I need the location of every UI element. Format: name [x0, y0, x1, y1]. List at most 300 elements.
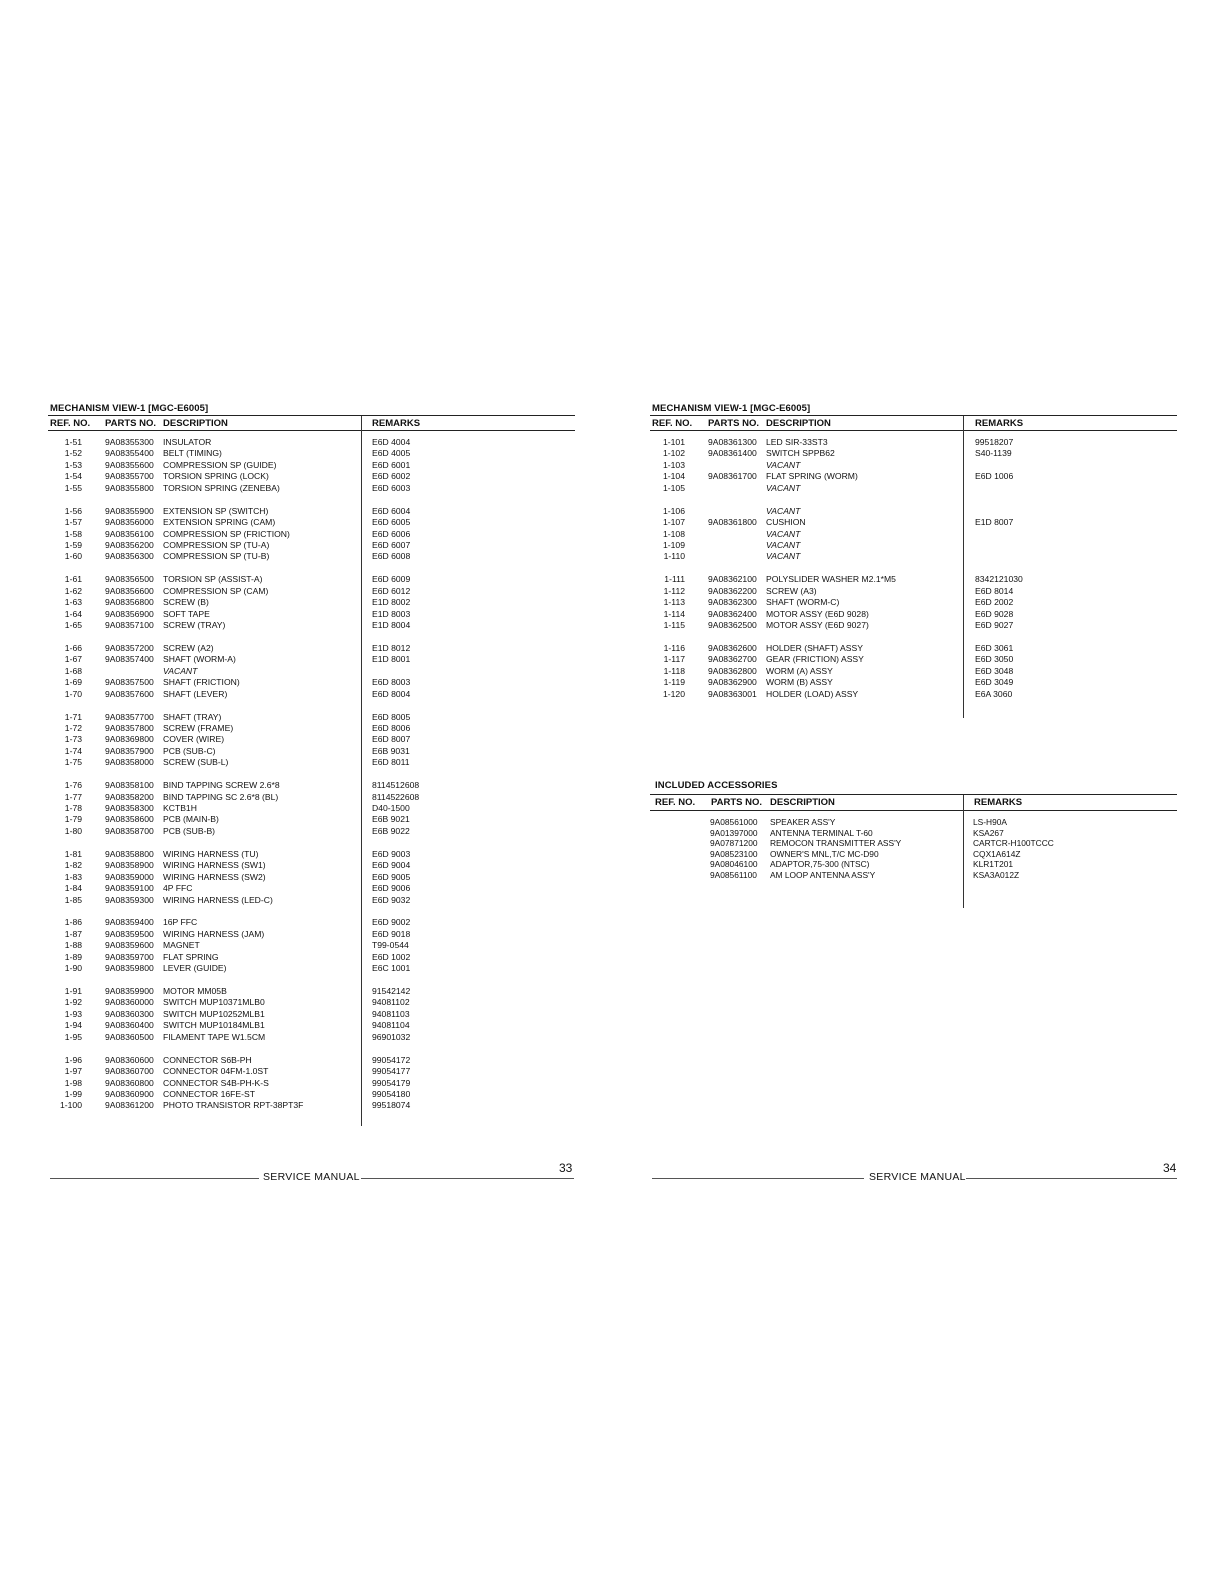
table-row: [650, 849, 1177, 860]
table-row: [48, 609, 575, 620]
footer-rule-left: [50, 1178, 259, 1179]
group-spacer: [48, 975, 575, 986]
description: EXTENSION SPRING (CAM): [163, 517, 276, 528]
ref-no: 1-95: [64, 1031, 82, 1042]
remarks: E1D 8007: [975, 517, 1014, 528]
description: CUSHION: [766, 517, 806, 528]
ref-no: 1-84: [64, 883, 82, 894]
table-row: [48, 940, 575, 951]
description: POLYSLIDER WASHER M2.1*M5: [766, 574, 896, 585]
part-no: 9A08362700: [708, 654, 757, 665]
ref-no: 1-94: [64, 1020, 82, 1031]
remarks: E6D 8003: [372, 677, 411, 688]
header-top-rule: [48, 415, 575, 416]
part-no: 9A08357400: [105, 654, 154, 665]
ref-no: 1-72: [64, 722, 82, 733]
part-no: 9A08356900: [105, 608, 154, 619]
remarks: E6C 1001: [372, 963, 411, 974]
remarks: KSA3A012Z: [973, 869, 1020, 880]
ref-no: 1-69: [64, 677, 82, 688]
ref-no: 1-87: [64, 928, 82, 939]
table-row: [48, 677, 575, 688]
part-no: 9A08359700: [105, 951, 154, 962]
table-row: [651, 677, 1178, 688]
remarks: 99054177: [372, 1066, 411, 1077]
description: REMOCON TRANSMITTER ASS'Y: [770, 838, 902, 849]
table-row: [48, 872, 575, 883]
remarks: E6D 9003: [372, 848, 411, 859]
remarks: E6D 8005: [372, 711, 411, 722]
part-no: 9A08356300: [105, 551, 154, 562]
description: COMPRESSION SP (GUIDE): [163, 459, 277, 470]
remarks: E1D 8002: [372, 597, 411, 608]
ref-no: 1-65: [64, 620, 82, 630]
ref-no: 1-105: [663, 482, 685, 493]
acc-col-header-remarks: REMARKS: [974, 797, 1023, 808]
header-bottom-rule: [650, 430, 1177, 431]
table-row: [48, 757, 575, 768]
ref-no: 1-71: [64, 711, 82, 722]
description: SCREW (A3): [766, 585, 817, 596]
table-row: [48, 780, 575, 791]
ref-no: 1-107: [663, 517, 685, 528]
accessories-list: [650, 817, 1177, 881]
remarks: S40-1139: [975, 448, 1012, 459]
remarks: 94081103: [372, 1008, 410, 1019]
table-row: [651, 517, 1178, 528]
ref-no: 1-79: [64, 814, 82, 825]
col-header-desc: DESCRIPTION: [766, 418, 831, 429]
remarks: E6D 3050: [975, 654, 1014, 665]
remarks: E6D 3049: [975, 677, 1014, 688]
description: OWNER'S MNL,T/C MC-D90: [770, 848, 879, 859]
remarks: E1D 8001: [372, 654, 411, 665]
table-row: [48, 826, 575, 837]
part-no: 9A08362600: [708, 642, 757, 653]
description: COMPRESSION SP (TU-A): [163, 539, 270, 550]
part-no: 9A08046100: [710, 859, 758, 870]
col-header-remarks: REMARKS: [975, 418, 1024, 429]
remarks: E6D 6004: [372, 505, 411, 516]
remarks: E1D 8003: [372, 608, 411, 619]
col-header-ref: REF. NO.: [652, 418, 693, 429]
part-no: 9A08356500: [105, 574, 154, 585]
part-no: 9A08355900: [105, 505, 154, 516]
acc-col-header-desc: DESCRIPTION: [770, 797, 835, 808]
ref-no: 1-103: [663, 459, 685, 470]
description: GEAR (FRICTION) ASSY: [766, 654, 864, 665]
table-row: [651, 654, 1178, 665]
table-row: [48, 792, 575, 803]
table-row: [48, 1078, 575, 1089]
description: VACANT: [766, 459, 801, 470]
remarks: E6D 6006: [372, 528, 411, 539]
remarks: LS-H90A: [973, 817, 1007, 827]
table-row: [651, 643, 1178, 654]
description: VACANT: [766, 528, 801, 539]
ref-no: 1-80: [64, 825, 82, 836]
table-row: [651, 471, 1178, 482]
remarks: E6D 9028: [975, 608, 1014, 619]
ref-no: 1-52: [64, 448, 82, 459]
ref-no: 1-116: [663, 642, 685, 653]
remarks: E6D 9032: [372, 894, 411, 905]
accessories-header-bottom-rule: [650, 810, 1177, 811]
section-title: MECHANISM VIEW-1 [MGC-E6005]: [652, 403, 811, 414]
table-row: [48, 517, 575, 528]
ref-no: 1-86: [64, 917, 82, 928]
remarks: E6D 6008: [372, 551, 411, 562]
description: PCB (SUB-B): [163, 825, 216, 836]
part-no: 9A08359800: [105, 963, 154, 974]
remarks: 99518074: [372, 1100, 411, 1111]
section-title: MECHANISM VIEW-1 [MGC-E6005]: [50, 403, 209, 414]
remarks: E6D 4005: [372, 448, 411, 459]
description: HOLDER (LOAD) ASSY: [766, 688, 859, 699]
ref-no: 1-100: [60, 1100, 82, 1111]
table-row: [48, 849, 575, 860]
remarks: E6B 9031: [372, 745, 410, 756]
description: WIRING HARNESS (LED-C): [163, 894, 273, 905]
part-no: 9A08357200: [105, 642, 154, 653]
table-row: [650, 838, 1177, 849]
accessories-title: INCLUDED ACCESSORIES: [655, 780, 778, 791]
part-no: 9A08356600: [105, 585, 154, 596]
part-no: 9A08358100: [105, 780, 154, 791]
table-row: [48, 643, 575, 654]
table-row: [48, 471, 575, 482]
ref-no: 1-88: [64, 940, 82, 951]
ref-no: 1-106: [663, 505, 685, 516]
group-spacer: [48, 494, 575, 505]
footer-rule-right: [966, 1178, 1177, 1179]
part-no: 9A08362800: [708, 665, 757, 676]
table-row: [48, 895, 575, 906]
part-no: 9A08359600: [105, 940, 154, 951]
part-no: 9A08357100: [105, 620, 154, 630]
ref-no: 1-77: [64, 791, 82, 802]
table-row: [48, 1100, 575, 1111]
page-number: 33: [559, 1161, 573, 1175]
remarks: E6D 8014: [975, 585, 1014, 596]
page-number: 34: [1163, 1161, 1177, 1175]
description: EXTENSION SP (SWITCH): [163, 505, 269, 516]
part-no: 9A08369800: [105, 734, 154, 745]
table-row: [48, 666, 575, 677]
description: 16P FFC: [163, 917, 198, 928]
ref-no: 1-76: [64, 780, 82, 791]
description: SCREW (A2): [163, 642, 214, 653]
description: SHAFT (LEVER): [163, 688, 228, 699]
description: MOTOR ASSY (E6D 9027): [766, 620, 869, 630]
table-row: [48, 986, 575, 997]
part-no: 9A08360600: [105, 1054, 154, 1065]
description: BIND TAPPING SC 2.6*8 (BL): [163, 791, 279, 802]
table-row: [48, 1009, 575, 1020]
description: CONNECTOR S6B-PH: [163, 1054, 252, 1065]
table-row: [48, 483, 575, 494]
ref-no: 1-75: [64, 757, 82, 768]
part-no: 9A08356100: [105, 528, 154, 539]
table-row: [48, 883, 575, 894]
remarks: E6A 3060: [975, 688, 1013, 699]
table-row: [650, 828, 1177, 839]
ref-no: 1-99: [64, 1088, 82, 1099]
remarks: E1D 8004: [372, 620, 411, 630]
part-no: 9A08361200: [105, 1100, 154, 1111]
description: VACANT: [766, 539, 801, 550]
remarks: 99054179: [372, 1077, 411, 1088]
table-row: [48, 814, 575, 825]
ref-no: 1-98: [64, 1077, 82, 1088]
group-spacer: [48, 906, 575, 917]
description: WIRING HARNESS (JAM): [163, 928, 265, 939]
remarks: E6D 6009: [372, 574, 411, 585]
ref-no: 1-68: [64, 665, 82, 676]
table-row: [48, 723, 575, 734]
part-no: 9A08355800: [105, 482, 154, 493]
remarks: E6D 6005: [372, 517, 411, 528]
part-no: 9A08357600: [105, 688, 154, 699]
description: BELT (TIMING): [163, 448, 222, 459]
table-row: [651, 540, 1178, 551]
table-row: [651, 483, 1178, 494]
part-no: 9A08359500: [105, 928, 154, 939]
remarks: E6D 8007: [372, 734, 411, 745]
table-row: [48, 460, 575, 471]
table-row: [48, 689, 575, 700]
group-spacer: [48, 563, 575, 574]
ref-no: 1-119: [663, 677, 685, 688]
remarks: KSA267: [973, 827, 1004, 838]
ref-no: 1-61: [64, 574, 82, 585]
page-34: [650, 0, 1190, 1582]
part-no: 9A08358300: [105, 803, 154, 813]
table-row: [48, 952, 575, 963]
description: SWITCH MUP10252MLB1: [163, 1008, 265, 1019]
table-row: [48, 448, 575, 459]
table-row: [651, 551, 1178, 562]
part-no: 9A08359000: [105, 871, 154, 882]
acc-col-header-ref: REF. NO.: [655, 797, 696, 808]
description: WORM (A) ASSY: [766, 665, 833, 676]
remarks: E6D 9006: [372, 883, 411, 894]
remarks: T99-0544: [372, 940, 409, 951]
remarks: E6D 2002: [975, 597, 1014, 608]
description: WIRING HARNESS (SW2): [163, 871, 266, 882]
part-no: 9A08362400: [708, 608, 757, 619]
col-header-ref: REF. NO.: [50, 418, 91, 429]
description: MOTOR ASSY (E6D 9028): [766, 608, 869, 619]
description: MOTOR MM05B: [163, 986, 227, 996]
remarks: E6D 8006: [372, 722, 411, 733]
description: SWITCH MUP10371MLB0: [163, 997, 265, 1008]
description: PCB (MAIN-B): [163, 814, 219, 825]
description: SWITCH MUP10184MLB1: [163, 1020, 265, 1031]
group-spacer: [651, 563, 1178, 574]
description: COMPRESSION SP (TU-B): [163, 551, 270, 562]
description: VACANT: [766, 482, 801, 493]
remarks: CQX1A614Z: [973, 848, 1021, 859]
ref-no: 1-102: [663, 448, 685, 459]
group-spacer: [651, 494, 1178, 505]
table-row: [651, 609, 1178, 620]
part-no: 9A08363001: [708, 688, 757, 699]
part-no: 9A08355700: [105, 471, 154, 482]
ref-no: 1-66: [64, 642, 82, 653]
table-row: [48, 860, 575, 871]
description: FLAT SPRING: [163, 951, 219, 962]
description: SWITCH SPPB62: [766, 448, 835, 459]
remarks: E6D 4004: [372, 437, 411, 447]
table-row: [48, 654, 575, 665]
group-spacer: [48, 837, 575, 848]
header-bottom-rule: [48, 430, 575, 431]
ref-no: 1-53: [64, 459, 82, 470]
table-row: [48, 917, 575, 928]
part-no: 9A08359300: [105, 894, 154, 905]
ref-no: 1-109: [663, 539, 685, 550]
remarks: E6D 6007: [372, 539, 411, 550]
table-row: [651, 529, 1178, 540]
ref-no: 1-54: [64, 471, 82, 482]
ref-no: 1-64: [64, 608, 82, 619]
ref-no: 1-93: [64, 1008, 82, 1019]
description: TORSION SPRING (LOCK): [163, 471, 269, 482]
part-no: 9A08358200: [105, 791, 154, 802]
ref-no: 1-112: [663, 585, 685, 596]
part-no: 9A08358900: [105, 860, 154, 871]
remarks: KLR1T201: [973, 859, 1014, 870]
remarks: 96901032: [372, 1031, 411, 1042]
part-no: 9A08355400: [105, 448, 154, 459]
table-row: [48, 540, 575, 551]
group-spacer: [48, 631, 575, 642]
ref-no: 1-101: [663, 437, 685, 447]
table-row: [48, 586, 575, 597]
ref-no: 1-62: [64, 585, 82, 596]
ref-no: 1-85: [64, 894, 82, 905]
ref-no: 1-70: [64, 688, 82, 699]
parts-list: [651, 437, 1178, 700]
description: SHAFT (WORM-C): [766, 597, 840, 608]
description: COMPRESSION SP (CAM): [163, 585, 269, 596]
description: FLAT SPRING (WORM): [766, 471, 858, 482]
description: VACANT: [163, 665, 198, 676]
remarks: 8114522608: [372, 791, 420, 802]
table-row: [48, 551, 575, 562]
ref-no: 1-82: [64, 860, 82, 871]
ref-no: 1-97: [64, 1066, 82, 1077]
table-row: [48, 746, 575, 757]
table-row: [651, 597, 1178, 608]
table-row: [48, 1055, 575, 1066]
ref-no: 1-67: [64, 654, 82, 665]
description: SHAFT (TRAY): [163, 711, 222, 722]
description: PHOTO TRANSISTOR RPT-38PT3F: [163, 1100, 304, 1111]
part-no: 9A08360900: [105, 1088, 154, 1099]
part-no: 9A08361700: [708, 471, 757, 482]
group-spacer: [651, 631, 1178, 642]
description: INSULATOR: [163, 437, 212, 447]
description: CONNECTOR 04FM-1.0ST: [163, 1066, 269, 1077]
part-no: 9A08356200: [105, 539, 154, 550]
table-row: [48, 1032, 575, 1043]
description: VACANT: [766, 551, 801, 562]
ref-no: 1-59: [64, 539, 82, 550]
ref-no: 1-81: [64, 848, 82, 859]
remarks: E6D 6002: [372, 471, 411, 482]
table-row: [651, 574, 1178, 585]
part-no: 9A08360500: [105, 1031, 154, 1042]
table-row: [48, 1020, 575, 1031]
part-no: 9A08356800: [105, 597, 154, 608]
header-top-rule: [650, 415, 1177, 416]
description: WIRING HARNESS (SW1): [163, 860, 266, 871]
description: ADAPTOR,75-300 (NTSC): [770, 859, 870, 870]
remarks: 94081102: [372, 997, 410, 1008]
ref-no: 1-91: [64, 986, 82, 996]
table-row: [48, 1089, 575, 1100]
table-row: [651, 437, 1178, 448]
part-no: 9A08523100: [710, 848, 758, 859]
remarks: E6D 3061: [975, 642, 1014, 653]
description: 4P FFC: [163, 883, 193, 894]
ref-no: 1-110: [663, 551, 685, 562]
part-no: 9A08359400: [105, 917, 154, 928]
description: SCREW (SUB-L): [163, 757, 229, 768]
part-no: 9A01397000: [710, 827, 758, 838]
part-no: 9A08360700: [105, 1066, 154, 1077]
remarks: E6D 8011: [372, 757, 410, 768]
part-no: 9A08356000: [105, 517, 154, 528]
remarks: 99518207: [975, 437, 1014, 447]
table-row: [48, 712, 575, 723]
remarks: E6D 9018: [372, 928, 411, 939]
remarks: E6D 9005: [372, 871, 411, 882]
ref-no: 1-113: [663, 597, 685, 608]
remarks: E6D 1002: [372, 951, 411, 962]
accessories-header-top-rule: [650, 794, 1177, 795]
description: HOLDER (SHAFT) ASSY: [766, 642, 863, 653]
description: SOFT TAPE: [163, 608, 210, 619]
part-no: 9A08357700: [105, 711, 154, 722]
description: FILAMENT TAPE W1.5CM: [163, 1031, 266, 1042]
part-no: 9A07871200: [710, 838, 758, 849]
ref-no: 1-73: [64, 734, 82, 745]
acc-col-header-parts: PARTS NO.: [711, 797, 763, 808]
ref-no: 1-114: [663, 608, 685, 619]
description: SCREW (FRAME): [163, 722, 234, 733]
description: VACANT: [766, 505, 801, 516]
table-row: [48, 963, 575, 974]
part-no: 9A08361400: [708, 448, 757, 459]
footer-rule-right: [361, 1178, 574, 1179]
remarks: 8342121030: [975, 574, 1023, 585]
col-header-desc: DESCRIPTION: [163, 418, 228, 429]
table-row: [48, 620, 575, 631]
table-row: [48, 997, 575, 1008]
ref-no: 1-74: [64, 745, 82, 756]
part-no: 9A08358800: [105, 848, 154, 859]
col-header-remarks: REMARKS: [372, 418, 421, 429]
ref-no: 1-56: [64, 505, 82, 516]
description: TORSION SP (ASSIST-A): [163, 574, 263, 585]
description: LEVER (GUIDE): [163, 963, 227, 974]
description: BIND TAPPING SCREW 2.6*8: [163, 780, 280, 791]
part-no: 9A08362500: [708, 620, 757, 630]
part-no: 9A08358700: [105, 825, 154, 836]
